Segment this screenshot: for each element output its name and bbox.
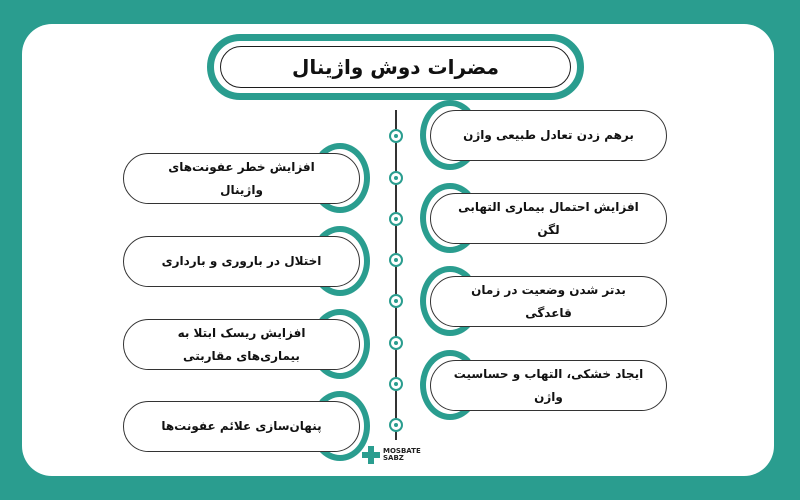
list-item bbox=[430, 110, 667, 161]
item-text: بدتر شدن وضعیت در زمان قاعدگی bbox=[471, 282, 626, 320]
item-text: ایجاد خشکی، التهاب و حساسیت واژن bbox=[453, 366, 644, 404]
title-frame bbox=[207, 34, 584, 100]
item-text: برهم زدن تعادل طبیعی واژن bbox=[463, 128, 634, 143]
title-pill bbox=[220, 46, 571, 88]
timeline-dot bbox=[389, 418, 403, 432]
logo-line-1: MOSBATE bbox=[383, 447, 421, 455]
list-item bbox=[123, 319, 360, 370]
item-text: افزایش احتمال بیماری التهابی لگن bbox=[458, 199, 639, 237]
list-item bbox=[430, 193, 667, 244]
brand-logo bbox=[362, 446, 421, 464]
list-item bbox=[123, 401, 360, 452]
plus-icon bbox=[362, 446, 380, 464]
item-text: اختلال در باروری و بارداری bbox=[161, 254, 322, 269]
list-item bbox=[430, 276, 667, 327]
timeline-dot bbox=[389, 129, 403, 143]
item-text: افزایش ریسک ابتلا به بیماری‌های مقاربتی bbox=[177, 325, 306, 363]
list-item bbox=[123, 236, 360, 287]
logo-line-2: SABZ bbox=[383, 454, 404, 462]
item-text: افزایش خطر عفونت‌های واژینال bbox=[168, 159, 315, 197]
timeline-dot bbox=[389, 336, 403, 350]
timeline-dot bbox=[389, 294, 403, 308]
item-text: پنهان‌سازی علائم عفونت‌ها bbox=[161, 419, 322, 434]
timeline-dot bbox=[389, 171, 403, 185]
list-item bbox=[430, 360, 667, 411]
timeline-dot bbox=[389, 212, 403, 226]
list-item bbox=[123, 153, 360, 204]
page-title: مضرات دوش واژینال bbox=[291, 55, 500, 79]
timeline-dot bbox=[389, 253, 403, 267]
timeline-dot bbox=[389, 377, 403, 391]
